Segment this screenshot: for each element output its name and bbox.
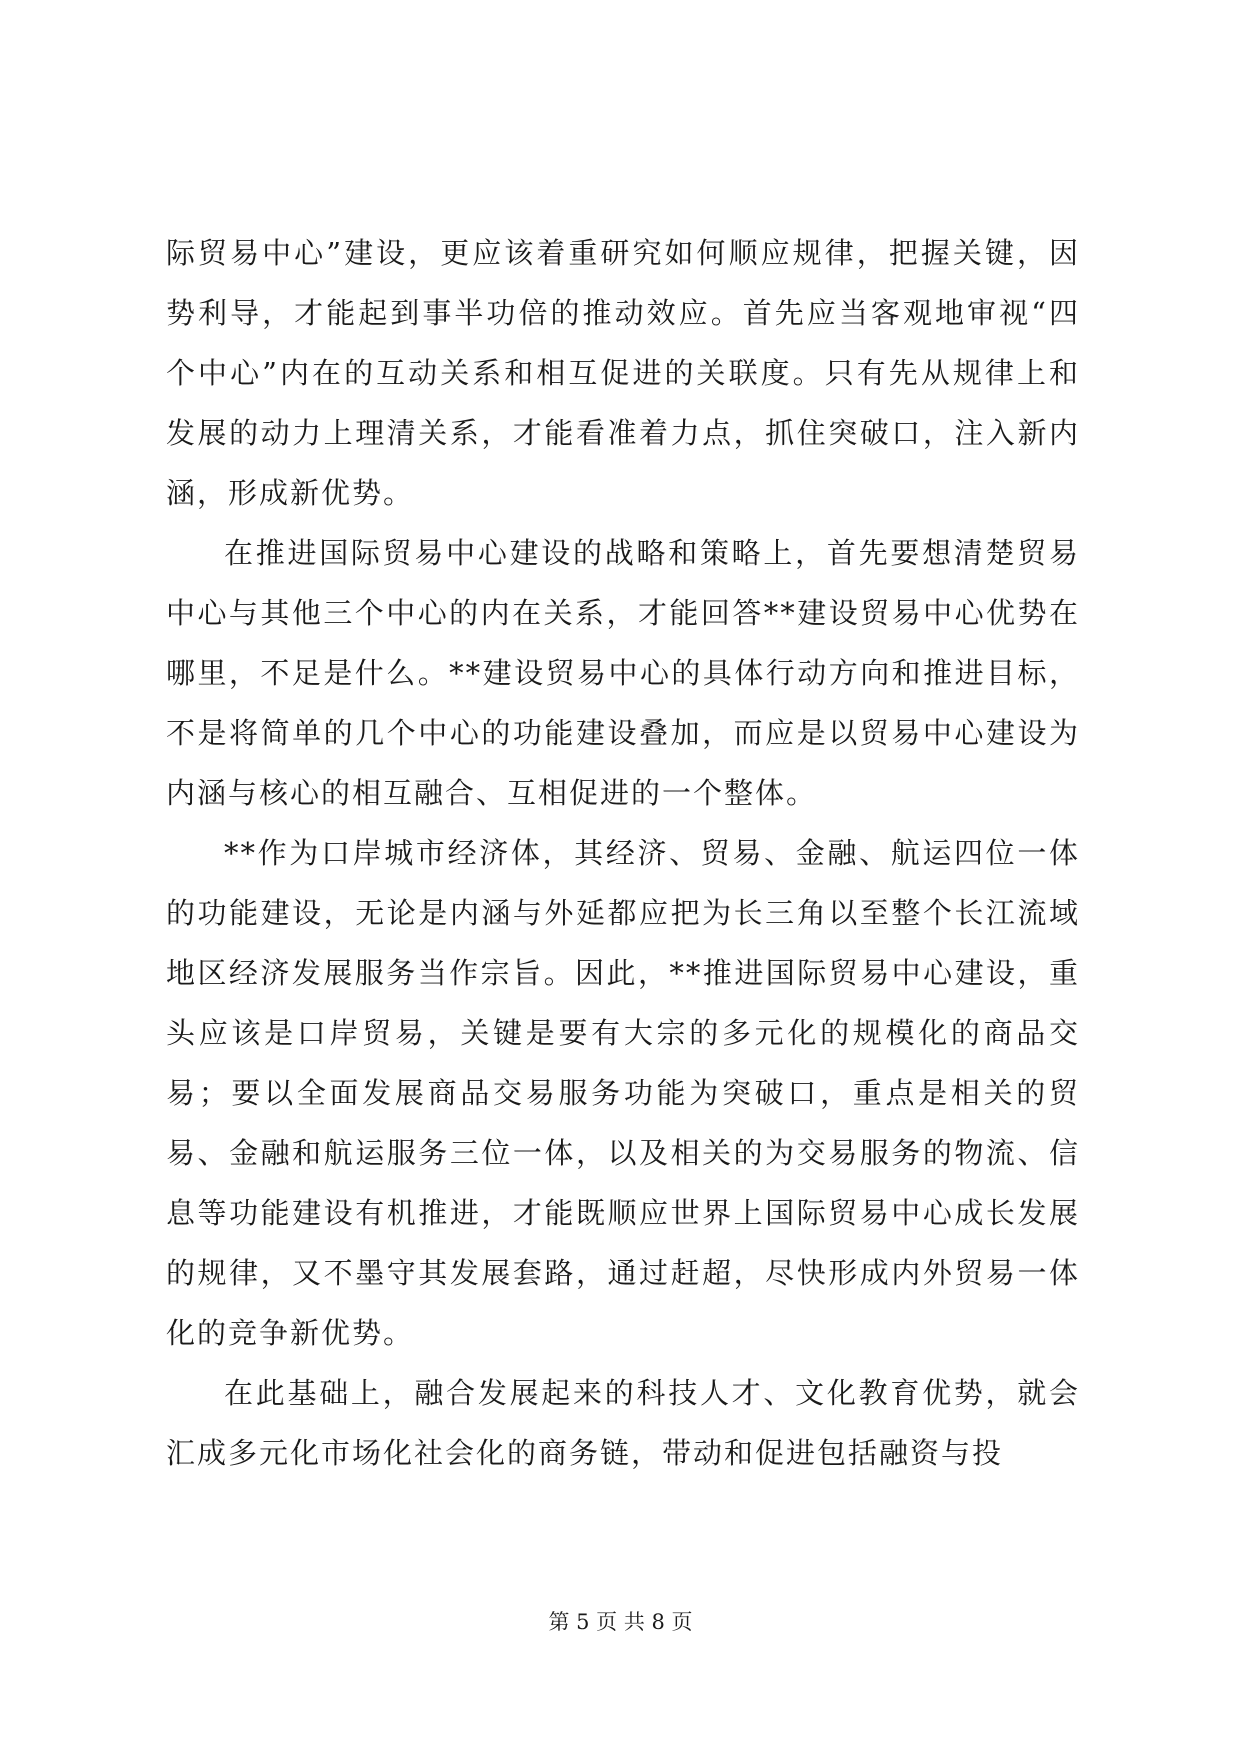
page-footer [0, 1607, 1241, 1637]
paragraph-1: 际贸易中心”建设，更应该着重研究如何顺应规律，把握关键，因势利导，才能起到事半功倍的推动效应。首先应当客观地审视“四个中心”内在的互动关系和相互促进的关联度。只有先从规律上和发展的动力上理清关系，才能看准着力点，抓住突破口，注入新内涵，形成新优势。 [166, 236, 1080, 510]
paragraph-2: 在推进国际贸易中心建设的战略和策略上，首先要想清楚贸易中心与其他三个中心的内在关系，才能回答**建设贸易中心优势在哪里，不足是什么。**建设贸易中心的具体行动方向和推进目标，不是将简单的几个中心的功能建设叠加，而应是以贸易中心建设为内涵与核心的相互融合、互相促进的一个整体。 [166, 536, 1080, 810]
paragraph-3: **作为口岸城市经济体，其经济、贸易、金融、航运四位一体的功能建设，无论是内涵与外延都应把为长三角以至整个长江流域地区经济发展服务当作宗旨。因此，**推进国际贸易中心建设，重头应该是口岸贸易，关键是要有大宗的多元化的规模化的商品交易；要以全面发展商品交易服务功能为突破口，重点是相关的贸易、金融和航运服务三位一体，以及相关的为交易服务的物流、信息等功能建设有机推进，才能既顺应世界上国际贸易中心成长发展的规律，又不墨守其发展套路，通过赶超，尽快形成内外贸易一体化的竞争新优势。 [166, 836, 1080, 1350]
body-text [166, 223, 1080, 1483]
page-number-label: 第 5 页 共 8 页 [548, 1610, 693, 1634]
paragraph-4: 在此基础上，融合发展起来的科技人才、文化教育优势，就会汇成多元化市场化社会化的商务链，带动和促进包括融资与投 [166, 1376, 1080, 1470]
